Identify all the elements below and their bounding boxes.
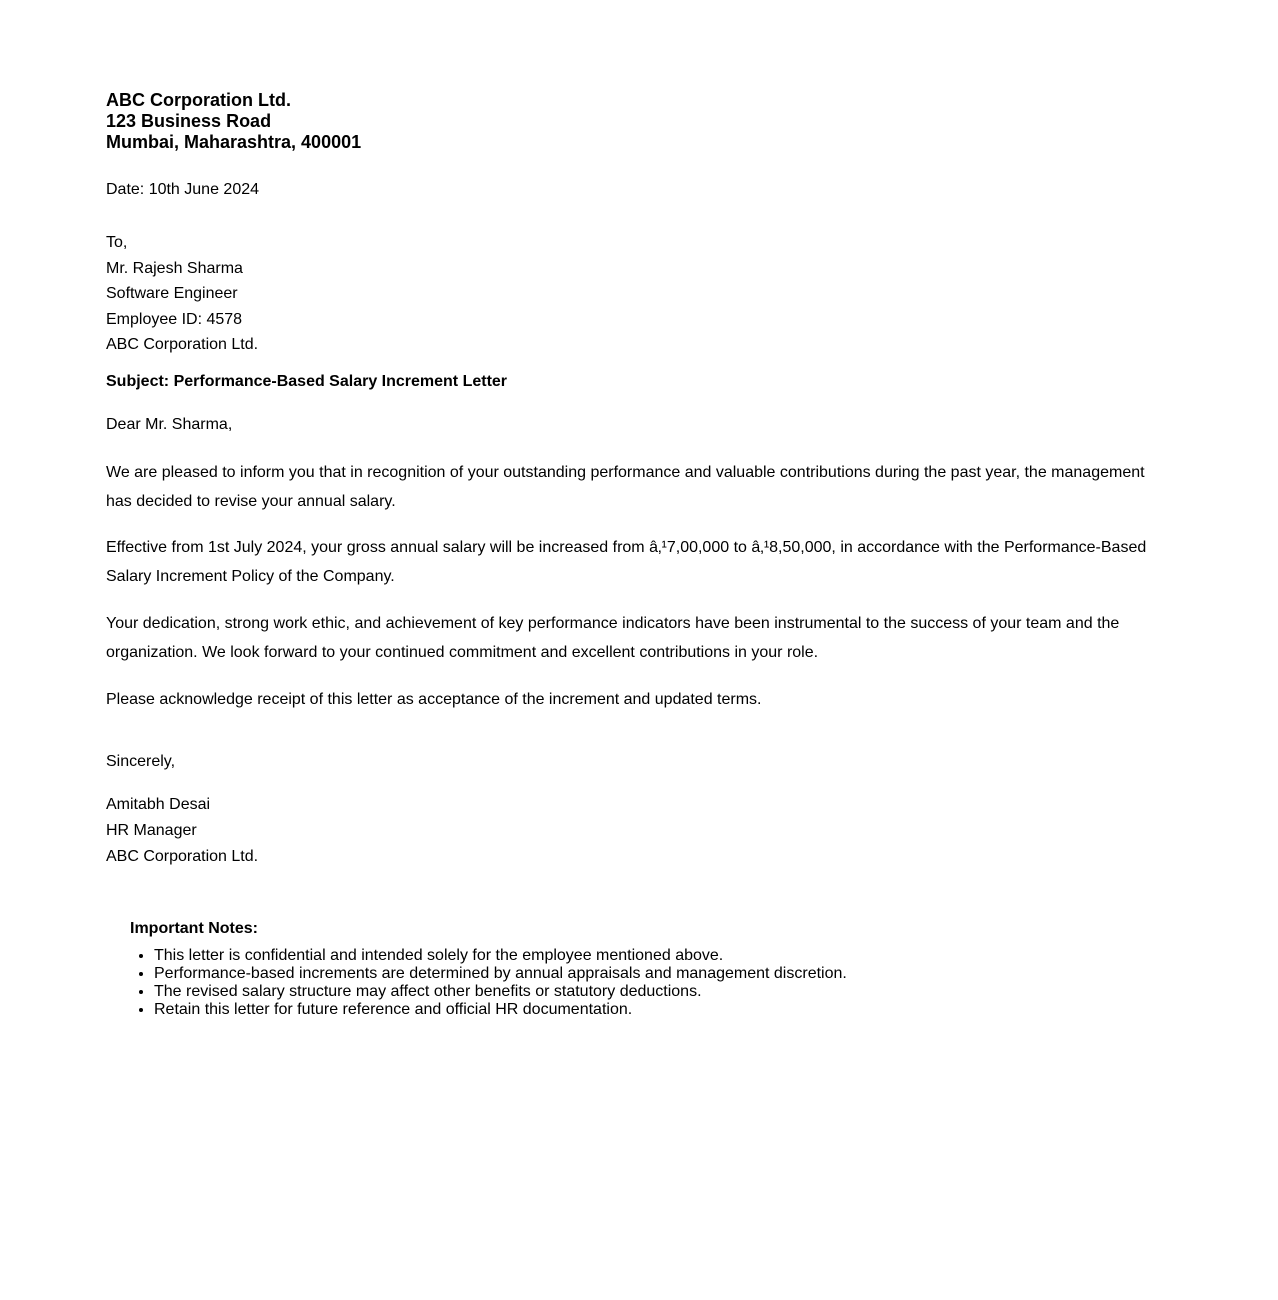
signatory-title: HR Manager — [106, 821, 197, 839]
notes-list — [130, 947, 1166, 1019]
recipient-name: Mr. Rajesh Sharma — [106, 259, 243, 277]
notes-title: Important Notes: — [130, 919, 258, 937]
important-notes — [130, 919, 1166, 1019]
body-paragraph-3: Your dedication, strong work ethic, and achievement of key performance indicators have been instrumental to the success of your team and the organization. We look forward to your continued commitment and excellent contributions in your role. — [106, 614, 1120, 661]
body-paragraph-4: Please acknowledge receipt of this letter as acceptance of the increment and updated terms. — [106, 690, 762, 708]
note-item: • The revised salary structure may affect other benefits or statutory deductions. — [154, 983, 1166, 1001]
company-address-line1: 123 Business Road — [106, 111, 272, 131]
letter-date: Date: 10th June 2024 — [106, 181, 260, 198]
body-paragraph-1: We are pleased to inform you that in recognition of your outstanding performance and valuable contributions during the past year, the management has decided to revise your annual salary. — [106, 463, 1145, 510]
closing: Sincerely, — [106, 752, 176, 770]
signatory-name: Amitabh Desai — [106, 795, 211, 813]
letter-subject: Subject: Performance-Based Salary Increment Letter — [106, 372, 508, 390]
letter — [106, 90, 1166, 1019]
note-item: • Retain this letter for future reference and official HR documentation. — [154, 1001, 1166, 1019]
recipient-company: ABC Corporation Ltd. — [106, 336, 259, 353]
salutation: Dear Mr. Sharma, — [106, 415, 233, 433]
company-header — [106, 90, 1166, 153]
company-name: ABC Corporation Ltd. — [106, 90, 291, 110]
recipient-block — [106, 230, 1166, 358]
signatory-company: ABC Corporation Ltd. — [106, 847, 259, 865]
recipient-designation: Software Engineer — [106, 285, 238, 302]
note-item: • Performance-based increments are determined by annual appraisals and management discretion. — [154, 965, 1166, 983]
recipient-employee-id: Employee ID: 4578 — [106, 310, 243, 328]
signature-block — [106, 792, 1166, 870]
body-paragraph-2: Effective from 1st July 2024, your gross annual salary will be increased from â‚¹7,00,000 to â‚¹8,50,000, in accordance with the Performance-Based Salary Increment Policy of the Company. — [106, 538, 1147, 585]
recipient-to: To, — [106, 234, 128, 251]
company-address-line2: Mumbai, Maharashtra, 400001 — [106, 132, 362, 152]
note-item: • This letter is confidential and intended solely for the employee mentioned above. — [154, 947, 1166, 965]
